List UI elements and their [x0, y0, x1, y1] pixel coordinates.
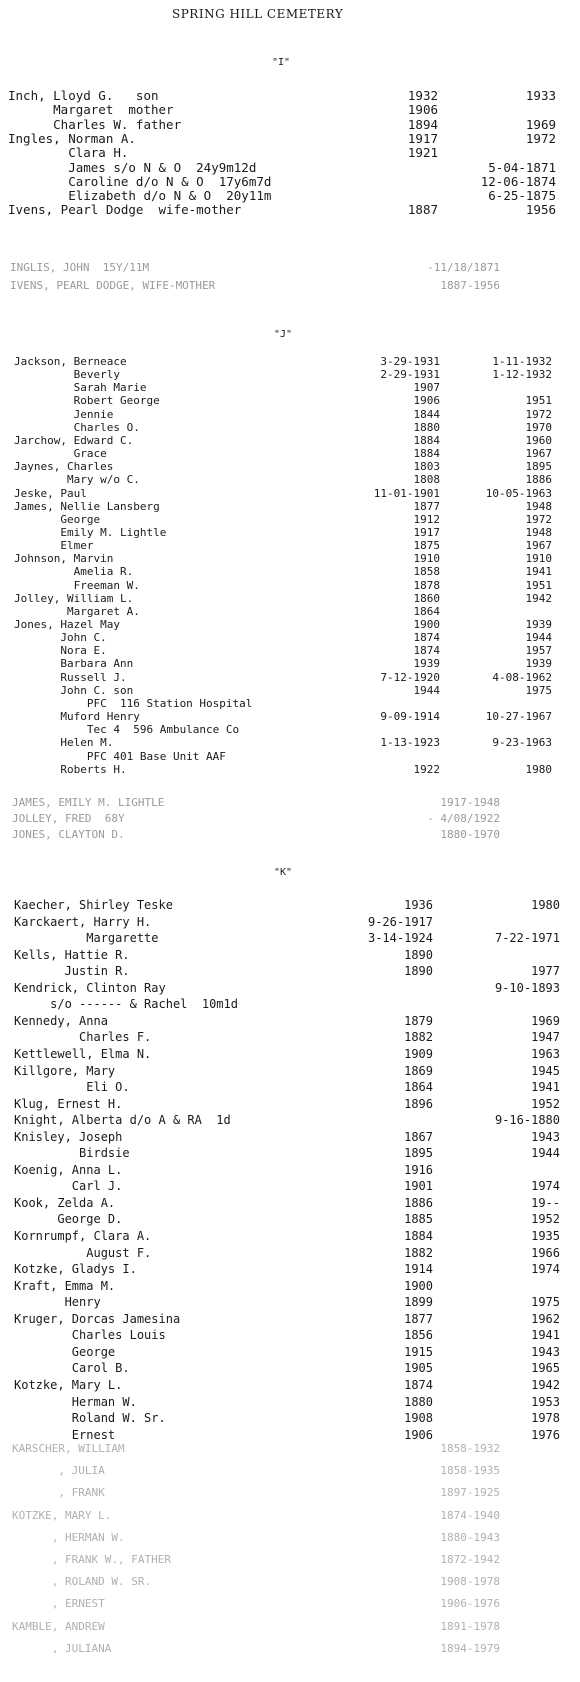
record-death: 6-25-1875	[488, 188, 556, 203]
record-birth: 1887	[407, 202, 438, 217]
record-death: 1910	[525, 552, 552, 565]
record-birth: 1895	[404, 1146, 433, 1160]
faint-record-name: , JULIANA	[12, 1642, 112, 1655]
record-birth: 1921	[407, 145, 438, 160]
record-death: 1978	[531, 1411, 560, 1425]
record-name: Karckaert, Harry H.	[14, 915, 152, 929]
record-death: 1966	[531, 1246, 560, 1260]
record-name: Nora E.	[14, 644, 107, 657]
record-name: Elmer	[14, 539, 94, 552]
record-death: 10-05-1963	[485, 487, 552, 500]
record-birth: 1917	[413, 526, 440, 539]
record-birth: 1936	[404, 898, 433, 912]
record-name: Clara H.	[8, 145, 129, 160]
faint-record-dates: 1880-1970	[440, 828, 500, 841]
record-death: 1980	[531, 898, 560, 912]
record-birth: 1906	[404, 1428, 433, 1442]
record-death: 1974	[531, 1179, 560, 1193]
record-name: Charles W. father	[8, 117, 182, 132]
record-birth: 1874	[413, 644, 440, 657]
record-death: 1969	[531, 1014, 560, 1028]
record-birth: 1900	[413, 618, 440, 631]
record-birth: 1907	[413, 381, 440, 394]
record-name: Sarah Marie	[14, 381, 147, 394]
record-birth: 1875	[413, 539, 440, 552]
faint-record-dates: 1908-1978	[440, 1575, 500, 1588]
record-death: 1972	[525, 408, 552, 421]
record-death: 9-16-1880	[494, 1113, 560, 1127]
record-death: 1951	[525, 579, 552, 592]
record-name: Barbara Ann	[14, 657, 134, 670]
record-name: Beverly	[14, 368, 120, 381]
record-birth: 1932	[407, 88, 438, 103]
record-name: Kraft, Emma M.	[14, 1279, 116, 1293]
record-death: 1952	[531, 1212, 560, 1226]
record-death: 1943	[531, 1345, 560, 1359]
record-birth: 1939	[413, 657, 440, 670]
record-death: 1967	[525, 539, 552, 552]
record-death: 1943	[531, 1130, 560, 1144]
faint-record-name: , FRANK W., FATHER	[12, 1553, 171, 1566]
record-birth: 1906	[413, 394, 440, 407]
record-name: Muford Henry	[14, 710, 140, 723]
record-death: 1977	[531, 964, 560, 978]
record-name: Kotzke, Mary L.	[14, 1378, 123, 1392]
record-name: Eli O.	[14, 1080, 130, 1094]
record-name: Kornrumpf, Clara A.	[14, 1229, 152, 1243]
record-death: 1975	[531, 1295, 560, 1309]
faint-record-dates: -11/18/1871	[427, 261, 500, 274]
record-death: 1935	[531, 1229, 560, 1243]
faint-record-dates: 1906-1976	[440, 1597, 500, 1610]
record-death: 1972	[525, 513, 552, 526]
record-birth: 1874	[404, 1378, 433, 1392]
record-name: Killgore, Mary	[14, 1064, 116, 1078]
record-death: 1969	[525, 117, 556, 132]
record-birth: 1879	[404, 1014, 433, 1028]
record-birth: 1910	[413, 552, 440, 565]
record-birth: 1882	[404, 1246, 433, 1260]
record-death: 1962	[531, 1312, 560, 1326]
record-birth: 1916	[404, 1163, 433, 1177]
record-name: Robert George	[14, 394, 160, 407]
record-death: 1941	[525, 565, 552, 578]
record-death: 1952	[531, 1097, 560, 1111]
record-birth: 1909	[404, 1047, 433, 1061]
record-death: 1963	[531, 1047, 560, 1061]
record-death: 1974	[531, 1262, 560, 1276]
record-birth: 3-14-1924	[367, 931, 433, 945]
faint-record-name: , JULIA	[12, 1464, 105, 1477]
faint-record-name: KOTZKE, MARY L.	[12, 1509, 112, 1522]
record-death: 1960	[525, 434, 552, 447]
record-birth: 1878	[413, 579, 440, 592]
record-name: John C. son	[14, 684, 134, 697]
faint-record-name: , HERMAN W.	[12, 1531, 125, 1544]
record-birth: 1808	[413, 473, 440, 486]
record-name: Emily M. Lightle	[14, 526, 167, 539]
record-name: John C.	[14, 631, 107, 644]
record-death: 1886	[525, 473, 552, 486]
record-name: Jones, Hazel May	[14, 618, 120, 631]
faint-record-dates: - 4/08/1922	[427, 812, 500, 825]
record-name: Ivens, Pearl Dodge wife-mother	[8, 202, 242, 217]
record-death: 5-04-1871	[488, 160, 556, 175]
record-birth: 9-26-1917	[367, 915, 433, 929]
faint-record-name: IVENS, PEARL DODGE, WIFE-MOTHER	[10, 279, 216, 292]
record-birth: 1864	[404, 1080, 433, 1094]
record-name: James, Nellie Lansberg	[14, 500, 160, 513]
record-death: 1942	[531, 1378, 560, 1392]
record-name: Birdsie	[14, 1146, 130, 1160]
record-birth: 1890	[404, 948, 433, 962]
record-death: 1975	[525, 684, 552, 697]
record-name: Kennedy, Anna	[14, 1014, 108, 1028]
faint-record-name: JAMES, EMILY M. LIGHTLE	[12, 796, 165, 809]
faint-record-dates: 1858-1932	[440, 1442, 500, 1455]
record-name: Ingles, Norman A.	[8, 131, 136, 146]
record-name: Herman W.	[14, 1395, 137, 1409]
record-birth: 1884	[413, 434, 440, 447]
record-birth: 1867	[404, 1130, 433, 1144]
faint-record-name: , FRANK	[12, 1486, 105, 1499]
faint-record-name: KAMBLE, ANDREW	[12, 1620, 105, 1633]
record-death: 1942	[525, 592, 552, 605]
record-name: Kells, Hattie R.	[14, 948, 130, 962]
record-death: 10-27-1967	[485, 710, 552, 723]
record-birth: 1900	[404, 1279, 433, 1293]
record-birth: 1803	[413, 460, 440, 473]
record-death: 12-06-1874	[480, 174, 556, 189]
record-name: August F.	[14, 1246, 152, 1260]
faint-record-name: , ROLAND W. SR.	[12, 1575, 152, 1588]
record-birth: 1908	[404, 1411, 433, 1425]
record-name: s/o ------ & Rachel 10m1d	[14, 997, 238, 1011]
record-death: 1933	[525, 88, 556, 103]
record-name: Kook, Zelda A.	[14, 1196, 116, 1210]
record-name: Margaret A.	[14, 605, 140, 618]
record-name: Jarchow, Edward C.	[14, 434, 134, 447]
faint-record-dates: 1891-1978	[440, 1620, 500, 1633]
record-birth: 1899	[404, 1295, 433, 1309]
record-name: Kettlewell, Elma N.	[14, 1047, 152, 1061]
record-death: 1951	[525, 394, 552, 407]
record-death: 1948	[525, 526, 552, 539]
record-birth: 1880	[404, 1395, 433, 1409]
record-birth: 1-13-1923	[380, 736, 440, 749]
record-name: Knisley, Joseph	[14, 1130, 123, 1144]
faint-record-dates: 1880-1943	[440, 1531, 500, 1544]
record-name: Johnson, Marvin	[14, 552, 114, 565]
record-birth: 1944	[413, 684, 440, 697]
faint-record-dates: 1894-1979	[440, 1642, 500, 1655]
record-birth: 1877	[404, 1312, 433, 1326]
record-death: 1944	[531, 1146, 560, 1160]
record-name: Carl J.	[14, 1179, 123, 1193]
record-death: 1957	[525, 644, 552, 657]
record-name: Grace	[14, 447, 107, 460]
record-birth: 1905	[404, 1361, 433, 1375]
record-death: 1941	[531, 1080, 560, 1094]
record-name: Elizabeth d/o N & O 20y11m	[8, 188, 272, 203]
record-death: 1953	[531, 1395, 560, 1409]
faint-record-dates: 1887-1956	[440, 279, 500, 292]
record-birth: 1884	[404, 1229, 433, 1243]
record-name: Justin R.	[14, 964, 130, 978]
record-birth: 1874	[413, 631, 440, 644]
record-birth: 1906	[407, 102, 438, 117]
record-birth: 1914	[404, 1262, 433, 1276]
record-name: Freeman W.	[14, 579, 140, 592]
record-name: Kotzke, Gladys I.	[14, 1262, 137, 1276]
record-birth: 3-29-1931	[380, 355, 440, 368]
faint-record-name: JONES, CLAYTON D.	[12, 828, 125, 841]
record-death: 1-11-1932	[492, 355, 552, 368]
record-death: 1956	[525, 202, 556, 217]
record-birth: 1890	[404, 964, 433, 978]
record-death: 1939	[525, 618, 552, 631]
faint-record-name: , ERNEST	[12, 1597, 105, 1610]
record-birth: 1882	[404, 1030, 433, 1044]
record-death: 1965	[531, 1361, 560, 1375]
section-k-header: "K"	[274, 867, 293, 878]
record-name: George D.	[14, 1212, 123, 1226]
page-title: SPRING HILL CEMETERY	[172, 7, 344, 21]
record-birth: 1885	[404, 1212, 433, 1226]
record-name: Henry	[14, 1295, 101, 1309]
record-birth: 1915	[404, 1345, 433, 1359]
record-name: Helen M.	[14, 736, 114, 749]
record-death: 4-08-1962	[492, 671, 552, 684]
record-name: PFC 401 Base Unit AAF	[14, 750, 226, 763]
faint-record-name: INGLIS, JOHN 15Y/11M	[10, 261, 150, 274]
record-name: Ernest	[14, 1428, 116, 1442]
record-birth: 1858	[413, 565, 440, 578]
record-name: Margaret mother	[8, 102, 174, 117]
record-birth: 1884	[413, 447, 440, 460]
record-death: 9-23-1963	[492, 736, 552, 749]
record-birth: 1880	[413, 421, 440, 434]
record-death: 1945	[531, 1064, 560, 1078]
record-birth: 1922	[413, 763, 440, 776]
record-name: Tec 4 596 Ambulance Co	[14, 723, 240, 736]
record-name: Carol B.	[14, 1361, 130, 1375]
record-name: Caroline d/o N & O 17y6m7d	[8, 174, 272, 189]
record-name: Kaecher, Shirley Teske	[14, 898, 173, 912]
faint-record-name: KARSCHER, WILLIAM	[12, 1442, 125, 1455]
record-name: Russell J.	[14, 671, 127, 684]
record-name: George	[14, 1345, 116, 1359]
record-name: George	[14, 513, 101, 526]
faint-record-dates: 1874-1940	[440, 1509, 500, 1522]
record-birth: 1860	[413, 592, 440, 605]
record-name: Knight, Alberta d/o A & RA 1d	[14, 1113, 231, 1127]
record-death: 1-12-1932	[492, 368, 552, 381]
record-name: Kendrick, Clinton Ray	[14, 981, 166, 995]
record-birth: 2-29-1931	[380, 368, 440, 381]
record-death: 1980	[525, 763, 552, 776]
faint-record-dates: 1872-1942	[440, 1553, 500, 1566]
record-birth: 1912	[413, 513, 440, 526]
record-name: Charles O.	[14, 421, 140, 434]
record-name: Mary w/o C.	[14, 473, 140, 486]
record-name: Amelia R.	[14, 565, 134, 578]
record-name: James s/o N & O 24y9m12d	[8, 160, 257, 175]
record-name: Jackson, Berneace	[14, 355, 127, 368]
record-birth: 1869	[404, 1064, 433, 1078]
record-name: Roberts H.	[14, 763, 127, 776]
record-name: Klug, Ernest H.	[14, 1097, 123, 1111]
record-name: Jolley, William L.	[14, 592, 134, 605]
record-birth: 1901	[404, 1179, 433, 1193]
record-death: 7-22-1971	[494, 931, 560, 945]
record-name: Inch, Lloyd G. son	[8, 88, 159, 103]
record-birth: 1917	[407, 131, 438, 146]
record-birth: 1844	[413, 408, 440, 421]
section-j-header: "J"	[274, 329, 293, 340]
record-birth: 1864	[413, 605, 440, 618]
record-birth: 1896	[404, 1097, 433, 1111]
record-name: Margarette	[14, 931, 159, 945]
record-death: 1941	[531, 1328, 560, 1342]
record-death: 1967	[525, 447, 552, 460]
record-name: Koenig, Anna L.	[14, 1163, 123, 1177]
record-death: 1976	[531, 1428, 560, 1442]
record-death: 1895	[525, 460, 552, 473]
record-death: 19--	[531, 1196, 560, 1210]
record-birth: 1877	[413, 500, 440, 513]
record-name: PFC 116 Station Hospital	[14, 697, 253, 710]
record-name: Roland W. Sr.	[14, 1411, 166, 1425]
record-birth: 11-01-1901	[373, 487, 440, 500]
record-name: Charles Louis	[14, 1328, 166, 1342]
record-name: Jaynes, Charles	[14, 460, 114, 473]
record-death: 9-10-1893	[494, 981, 560, 995]
record-birth: 1886	[404, 1196, 433, 1210]
record-birth: 1894	[407, 117, 438, 132]
faint-record-dates: 1858-1935	[440, 1464, 500, 1477]
record-name: Jeske, Paul	[14, 487, 87, 500]
record-name: Charles F.	[14, 1030, 152, 1044]
faint-record-dates: 1897-1925	[440, 1486, 500, 1499]
faint-record-dates: 1917-1948	[440, 796, 500, 809]
record-death: 1948	[525, 500, 552, 513]
record-death: 1944	[525, 631, 552, 644]
record-birth: 7-12-1920	[380, 671, 440, 684]
section-i-header: "I"	[272, 57, 291, 68]
record-death: 1970	[525, 421, 552, 434]
record-birth: 1856	[404, 1328, 433, 1342]
record-name: Kruger, Dorcas Jamesina	[14, 1312, 181, 1326]
record-birth: 9-09-1914	[380, 710, 440, 723]
record-death: 1972	[525, 131, 556, 146]
record-death: 1939	[525, 657, 552, 670]
record-death: 1947	[531, 1030, 560, 1044]
record-name: Jennie	[14, 408, 114, 421]
faint-record-name: JOLLEY, FRED 68Y	[12, 812, 125, 825]
